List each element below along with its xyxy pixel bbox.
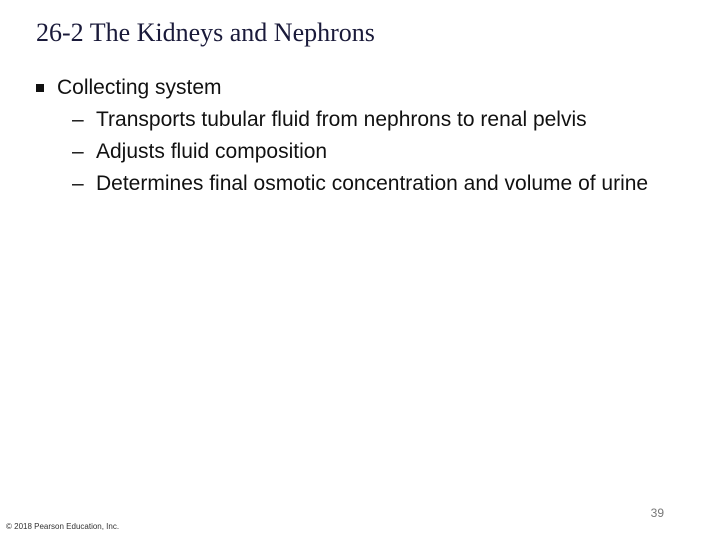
sub-bullet-text: Determines final osmotic concentration and volume of urine [96,172,649,195]
bullet-list [36,72,686,200]
sub-bullet-item [36,168,666,200]
sub-bullet-text: Transports tubular fluid from nephrons to renal pelvis [96,108,587,131]
sub-bullet-item [36,136,666,168]
dash-bullet-icon: – [72,108,84,131]
sub-bullet-item [36,104,666,136]
bullet-text: Collecting system [57,76,222,99]
dash-bullet-icon: – [72,172,84,195]
slide-title: 26-2 The Kidneys and Nephrons [36,18,375,47]
sub-bullet-text: Adjusts fluid composition [96,140,328,163]
bullet-item [36,72,686,104]
copyright-notice: © 2018 Pearson Education, Inc. [6,522,120,531]
sub-bullet-list [36,104,686,200]
dash-bullet-icon: – [72,140,84,163]
square-bullet-icon [36,84,44,92]
page-number: 39 [650,506,664,520]
